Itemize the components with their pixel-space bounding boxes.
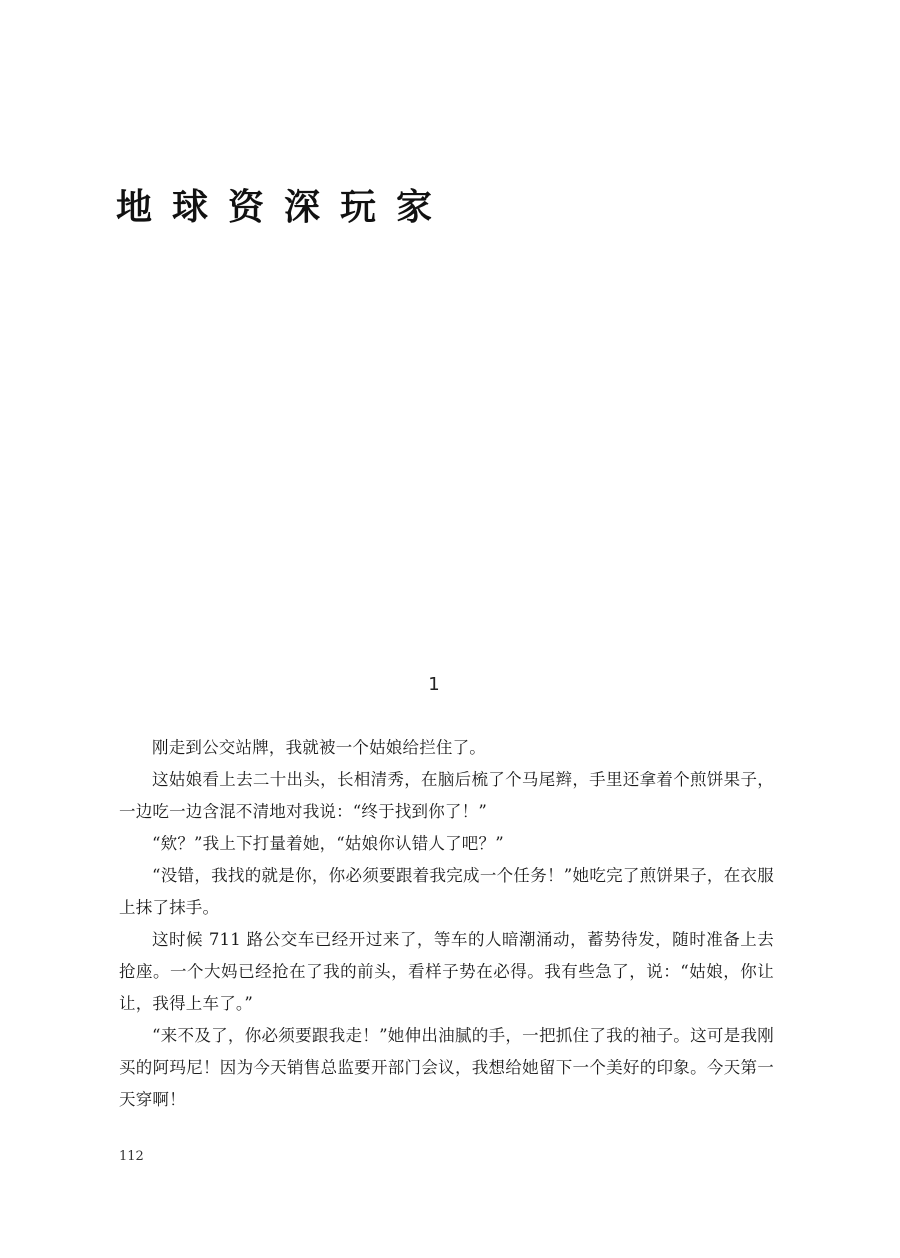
paragraph: 刚走到公交站牌，我就被一个姑娘给拦住了。 (152, 738, 486, 757)
page-number: 112 (119, 1149, 144, 1164)
paragraph: 这姑娘看上去二十出头，长相清秀，在脑后梳了个马尾辫，手里还拿着个煎饼果子，一边吃一边含混不清地对我说：“终于找到你了！” (119, 770, 774, 821)
paragraph: “来不及了，你必须要跟我走！”她伸出油腻的手，一把抓住了我的袖子。这可是我刚买的阿玛尼！因为今天销售总监要开部门会议，我想给她留下一个美好的印象。今天第一天穿啊！ (119, 1026, 774, 1109)
paragraph: “没错，我找的就是你，你必须要跟着我完成一个任务！”她吃完了煎饼果子，在衣服上抹了抹手。 (119, 866, 774, 917)
body-text (119, 732, 774, 1116)
section-number: 1 (428, 674, 440, 695)
paragraph: “欸？”我上下打量着她，“姑娘你认错人了吧？” (152, 834, 504, 853)
paragraph: 这时候 711 路公交车已经开过来了，等车的人暗潮涌动，蓄势待发，随时准备上去抢座。一个大妈已经抢在了我的前头，看样子势在必得。我有些急了，说：“姑娘，你让让，我得上车了。” (119, 930, 774, 1013)
chapter-title: 地球资深玩家 (116, 187, 453, 228)
